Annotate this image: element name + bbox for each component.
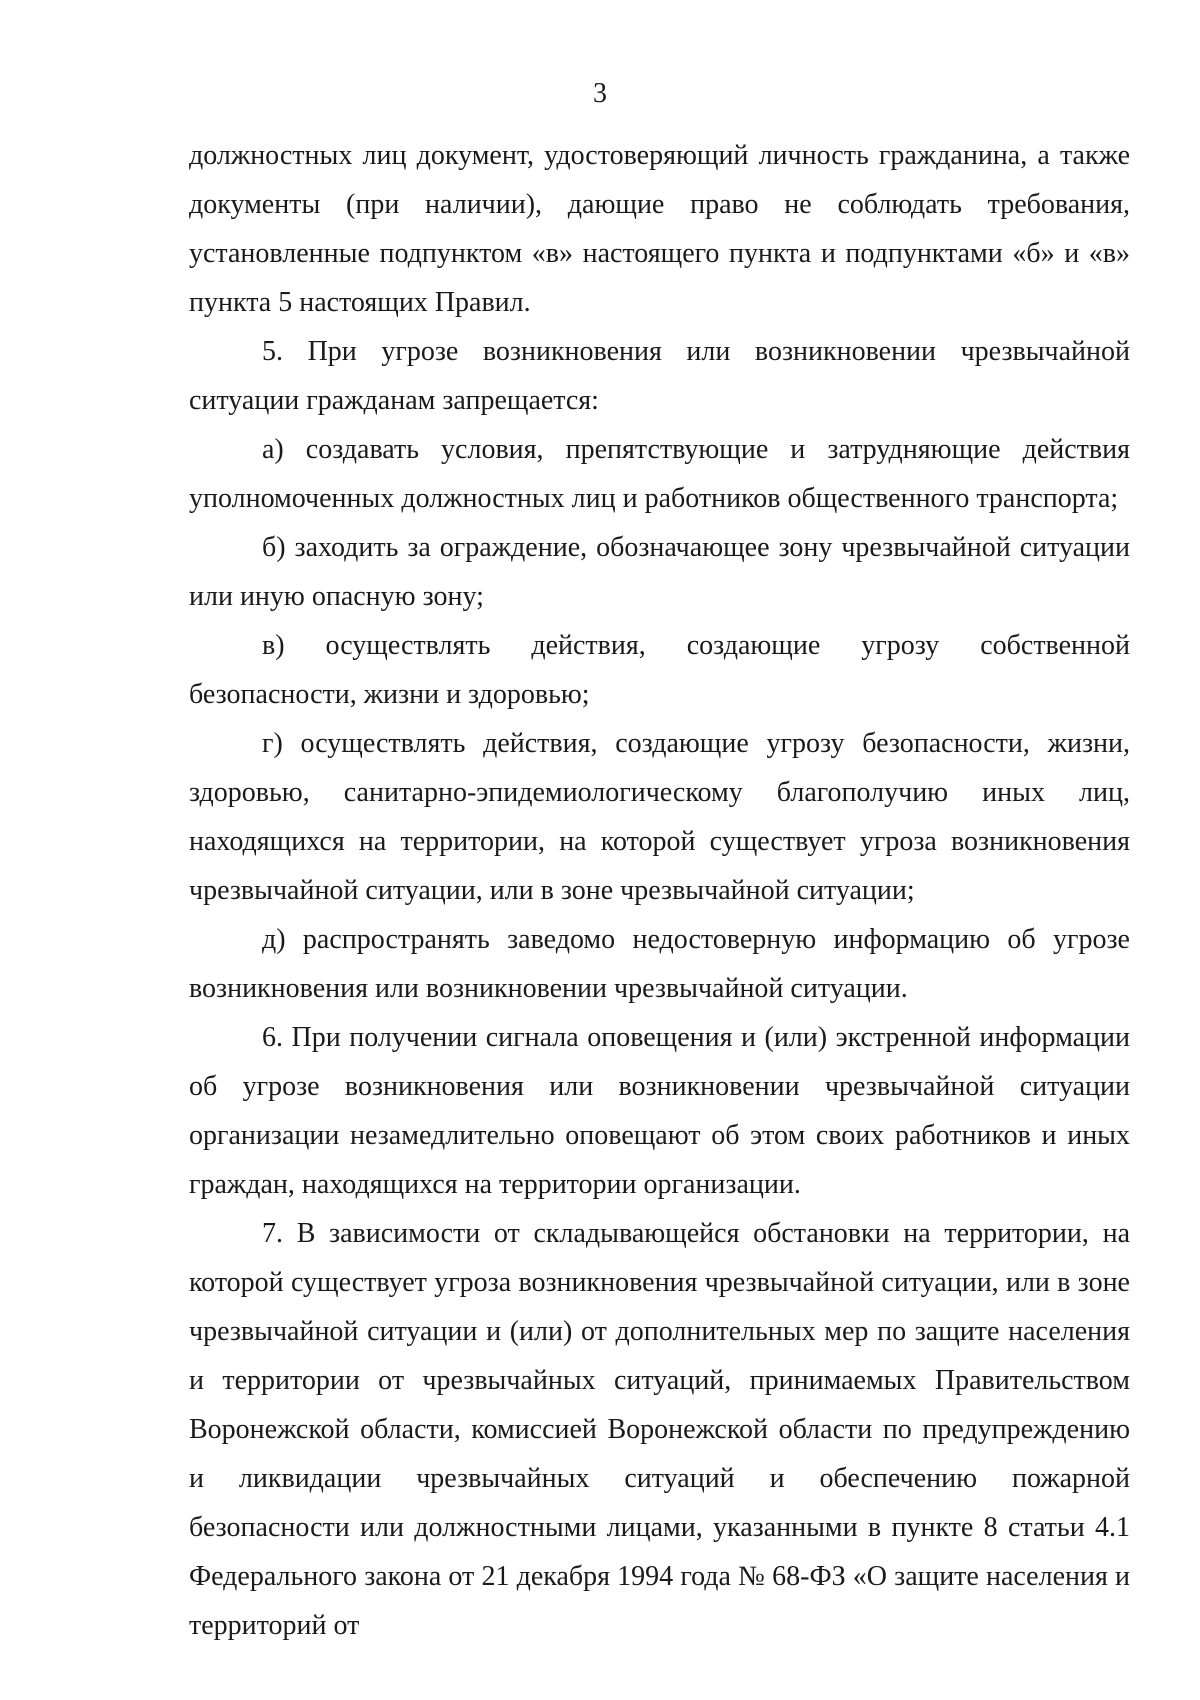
- paragraph-subitem-b: б) заходить за ограждение, обозначающее зону чрезвычайной ситуации или иную опасную зону;: [189, 532, 1130, 612]
- page-number: 3: [593, 78, 607, 109]
- paragraph-item-7: 7. В зависимости от складывающейся обстановки на территории, на которой существует угроза возникновения чрезвычайной ситуации, или в зоне чрезвычайной ситуации и (или) от дополнительных мер по защите населения и территории от чрезвычайных ситуаций, принимаемых Правительством Воронежской области, комиссией Воронежской области по предупреждению и ликвидации чрезвычайных ситуаций и обеспечению пожарной безопасности или должностными лицами, указанными в пункте 8 статьи 4.1 Федерального закона от 21 декабря 1994 года № 68-ФЗ «О защите населения и территорий от: [189, 1218, 1130, 1641]
- paragraph-continuation: должностных лиц документ, удостоверяющий личность гражданина, а также документы (при наличии), дающие право не соблюдать требования, установленные подпунктом «в» настоящего пункта и подпунктами «б» и «в» пункта 5 настоящих Правил.: [189, 140, 1130, 318]
- document-body: [189, 131, 1130, 1650]
- paragraph-item-5: 5. При угрозе возникновения или возникновении чрезвычайной ситуации гражданам запрещается:: [189, 336, 1130, 416]
- paragraph-subitem-a: а) создавать условия, препятствующие и затрудняющие действия уполномоченных должностных лиц и работников общественного транспорта;: [189, 434, 1130, 514]
- paragraph-item-6: 6. При получении сигнала оповещения и (или) экстренной информации об угрозе возникновения или возникновении чрезвычайной ситуации организации незамедлительно оповещают об этом своих работников и иных граждан, находящихся на территории организации.: [189, 1022, 1130, 1200]
- paragraph-subitem-d: д) распространять заведомо недостоверную информацию об угрозе возникновения или возникновении чрезвычайной ситуации.: [189, 924, 1130, 1004]
- paragraph-subitem-v: в) осуществлять действия, создающие угрозу собственной безопасности, жизни и здоровью;: [189, 630, 1130, 710]
- paragraph-subitem-g: г) осуществлять действия, создающие угрозу безопасности, жизни, здоровью, санитарно-эпидемиологическому благополучию иных лиц, находящихся на территории, на которой существует угроза возникновения чрезвычайной ситуации, или в зоне чрезвычайной ситуации;: [189, 728, 1130, 906]
